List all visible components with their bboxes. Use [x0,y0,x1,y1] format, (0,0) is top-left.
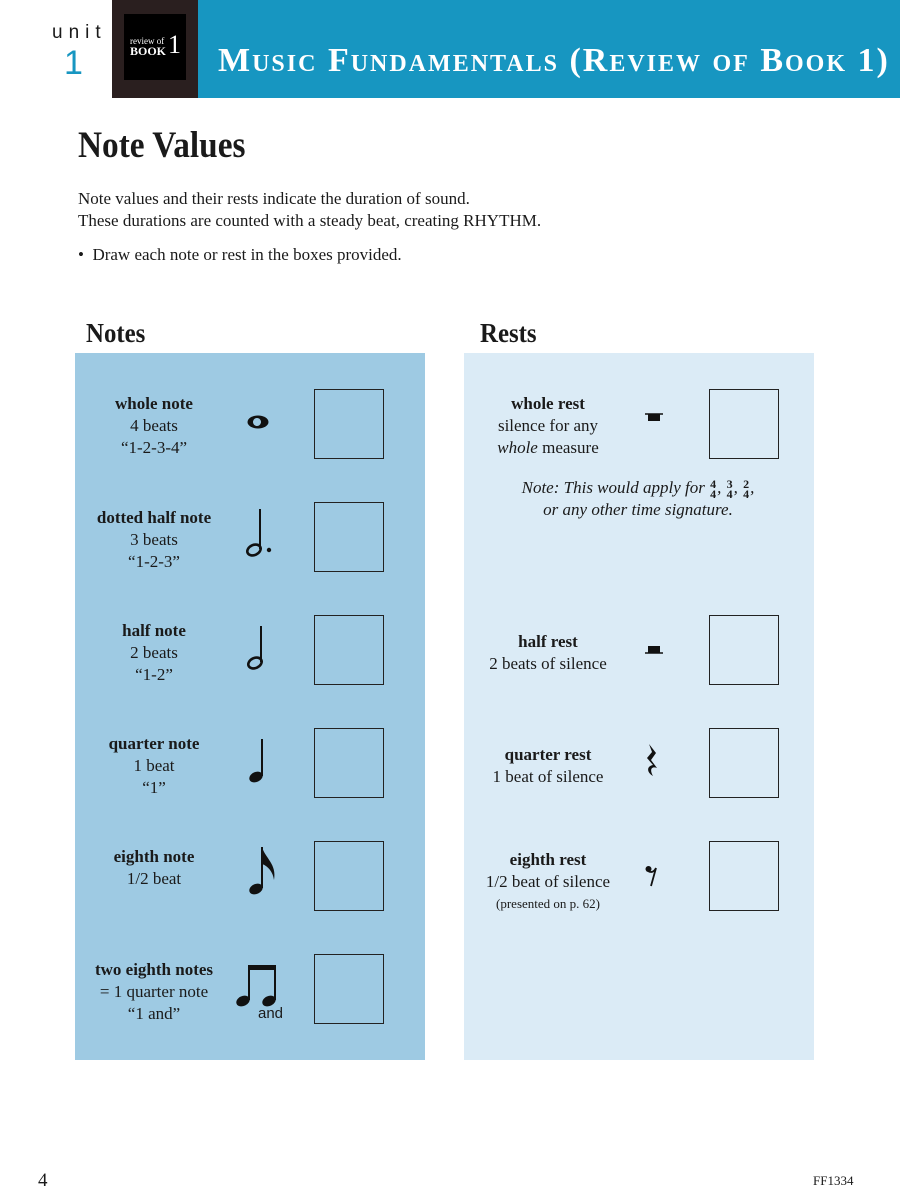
rest-label [468,849,628,915]
note-count: “1” [142,778,166,797]
note-label [74,393,234,459]
instruction-text: Draw each note or rest in the boxes provided. [92,245,402,264]
note-label [74,507,234,573]
unit-label: unit [52,22,107,43]
rest-name: half rest [518,632,578,651]
eighth-rest-icon [644,864,660,888]
half-note-icon [244,622,268,672]
note-beats: 3 beats [130,530,178,549]
note-count: “1-2-3” [128,552,180,571]
rest-desc: 2 beats of silence [489,654,607,673]
review-box [124,14,186,80]
time-signature-4-4: 4 4 [710,477,717,502]
note-name: whole note [115,394,193,413]
note-name: eighth note [113,847,195,866]
drawing-box[interactable] [709,615,779,685]
note-label [74,846,234,890]
beamed-eighth-notes-icon [234,962,282,1010]
note-count: “1-2” [135,665,173,684]
product-code: FF1334 [813,1173,854,1188]
rest-label [468,393,628,459]
whole-rest-icon [642,410,666,428]
review-book-number: 1 [168,30,181,59]
note-name: half note [122,621,186,640]
note-name: dotted half note [96,508,212,527]
rest-label [468,631,628,675]
note-beats: 4 beats [130,416,178,435]
note-beats: 2 beats [130,643,178,662]
note-line-2: or any other time signature. [543,500,733,520]
review-badge [112,0,198,98]
review-small-label: review of [130,36,165,46]
drawing-box[interactable] [314,615,384,685]
rest-label [468,744,628,788]
rests-panel [464,353,814,1060]
rest-name: eighth rest [509,850,587,869]
time-signature-2-4: 2 4 [743,477,750,502]
and-label: and [258,1005,284,1022]
rest-desc: silence for any [497,416,599,435]
rest-desc-2 [468,437,628,459]
note-label [74,733,234,799]
rest-name: quarter rest [504,745,592,764]
rest-reference: (presented on p. 62) [496,896,600,911]
note-beats: 1/2 beat [126,869,182,888]
instruction [78,245,402,265]
note-count: “1-2-3-4” [120,438,188,457]
drawing-box[interactable] [314,728,384,798]
header-title: Music Fundamentals (Review of Book 1) [218,42,890,79]
note-line-1-text: Note: This would apply for [521,478,705,497]
half-rest-icon [642,640,666,658]
rest-name: whole rest [511,394,585,413]
note-label [74,959,234,1025]
dotted-half-note-icon [244,505,276,561]
review-book-label: BOOK [130,44,167,58]
note-count: “1 and” [127,1004,181,1023]
drawing-box[interactable] [709,841,779,911]
whole-note-icon [244,410,272,434]
note-beats: = 1 quarter note [99,982,209,1001]
page-title: Note Values [78,125,246,166]
drawing-box[interactable] [314,389,384,459]
rest-desc: 1/2 beat of silence [485,872,611,891]
note-name: quarter note [108,734,200,753]
time-signature-3-4: 3 4 [726,477,733,502]
intro-line: Note values and their rests indicate the duration of sound. [78,189,470,208]
unit-number: 1 [64,44,83,82]
note-name: two eighth notes [94,960,214,979]
page-number: 4 [38,1170,48,1191]
bullet-icon: • [78,245,93,264]
quarter-note-icon [244,736,268,786]
rests-heading: Rests [480,318,537,348]
notes-heading: Notes [86,318,146,348]
time-signature-note [488,477,788,521]
drawing-box[interactable] [709,728,779,798]
quarter-rest-icon [644,742,662,780]
rest-desc: 1 beat of silence [492,767,604,786]
rest-desc-emphasis: whole [497,438,538,457]
rest-desc-rest: measure [537,438,599,457]
intro-text [78,188,541,232]
unit-block [0,0,112,98]
drawing-box[interactable] [709,389,779,459]
note-beats: 1 beat [133,756,175,775]
drawing-box[interactable] [314,502,384,572]
note-line-1: Note: This would apply for 4 4, 3 4, 2 4, [521,477,755,502]
note-label [74,620,234,686]
drawing-box[interactable] [314,954,384,1024]
intro-line: These durations are counted with a steady beat, creating RHYTHM. [78,211,542,230]
drawing-box[interactable] [314,841,384,911]
eighth-note-icon [244,844,280,900]
